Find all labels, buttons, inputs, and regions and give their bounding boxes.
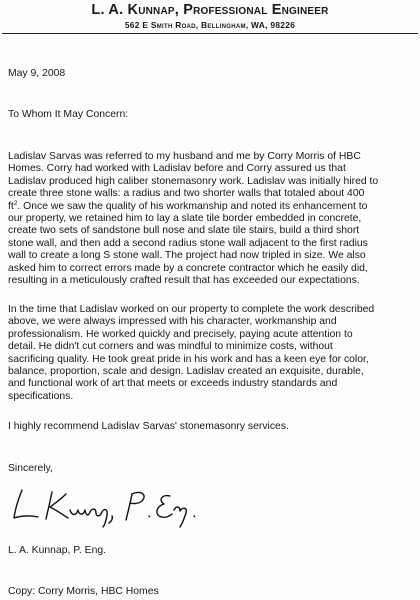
paragraph-1-line: wall to create a long S stone wall. The project had now tripled in size. We also bbox=[8, 250, 366, 262]
paragraph-1-line bbox=[8, 201, 414, 213]
paragraph-2-line: balance, proportion, scale and design. Ladislav created an exquisite, durable, bbox=[8, 366, 364, 378]
line-continuation: . Once we saw the quality of his workmanship and noted its enhancement to bbox=[17, 200, 368, 212]
paragraph-1 bbox=[8, 151, 414, 287]
letterhead bbox=[0, 2, 420, 31]
paragraph-1-line: resulting in a meticulously crafted result that has exceeded our expectations. bbox=[8, 275, 360, 287]
paragraph-2-line: In the time that Ladislav worked on our property to complete the work described bbox=[8, 304, 375, 315]
paragraph-2 bbox=[8, 304, 414, 403]
paragraph-1-line: our property, we retained him to lay a slate tile border embedded in concrete, bbox=[8, 213, 362, 225]
copy-line: Copy: Corry Morris, HBC Homes bbox=[8, 586, 159, 597]
letterhead-address: 562 E Smith Road, Bellingham, WA, 98226 bbox=[124, 20, 296, 30]
paragraph-1-line: create three stone walls: a radius and two shorter walls that totaled about 400 bbox=[8, 188, 365, 200]
letterhead-name: L. A. Kunnap, Professional Engineer bbox=[91, 2, 329, 18]
unit-superscript: 2 bbox=[13, 199, 18, 207]
letter-salutation: To Whom It May Concern: bbox=[8, 109, 129, 120]
closing: Sincerely, bbox=[8, 463, 53, 474]
paragraph-2-line: above, we were always impressed with his character, workmanship and bbox=[8, 316, 337, 328]
paragraph-1-line: stone wall, and then add a second radius stone wall adjacent to the first radius bbox=[8, 237, 368, 249]
recommendation: I highly recommend Ladislav Sarvas' stonemasonry services. bbox=[8, 421, 289, 432]
signer-name: L. A. Kunnap, P. Eng. bbox=[8, 545, 107, 556]
letter-date: May 9, 2008 bbox=[8, 68, 66, 79]
handwritten-signature bbox=[8, 482, 218, 528]
paragraph-1-line: Ladislav produced high caliber stonemasonry work. Ladislav was initially hired to bbox=[8, 175, 379, 187]
paragraph-2-line: sacrificing quality. He took great pride in his work and has a keen eye for color, bbox=[8, 353, 369, 365]
paragraph-1-line: Homes. Corry had worked with Ladislav before and Corry assured us that bbox=[8, 163, 346, 175]
paragraph-2-line: specifications. bbox=[8, 390, 74, 402]
paragraph-2-line: professionalism. He worked quickly and precisely, paying acute attention to bbox=[8, 328, 353, 340]
letterhead-rule bbox=[2, 33, 418, 34]
paragraph-1-line: asked him to correct errors made by a concrete contractor which he easily did, bbox=[8, 262, 368, 274]
paragraph-2-line: detail. He didn't cut corners and was mindful to minimize costs, without bbox=[8, 341, 333, 353]
paragraph-1-line: create two sets of sandstone bull nose and slate tile stairs, build a third short bbox=[8, 225, 360, 237]
paragraph-2-line: and functional work of art that meets or exceeds industry standards and bbox=[8, 378, 338, 390]
unit-ft: ft bbox=[8, 200, 14, 212]
paragraph-1-line: Ladislav Sarvas was referred to my husband and me by Corry Morris of HBC bbox=[8, 151, 361, 162]
